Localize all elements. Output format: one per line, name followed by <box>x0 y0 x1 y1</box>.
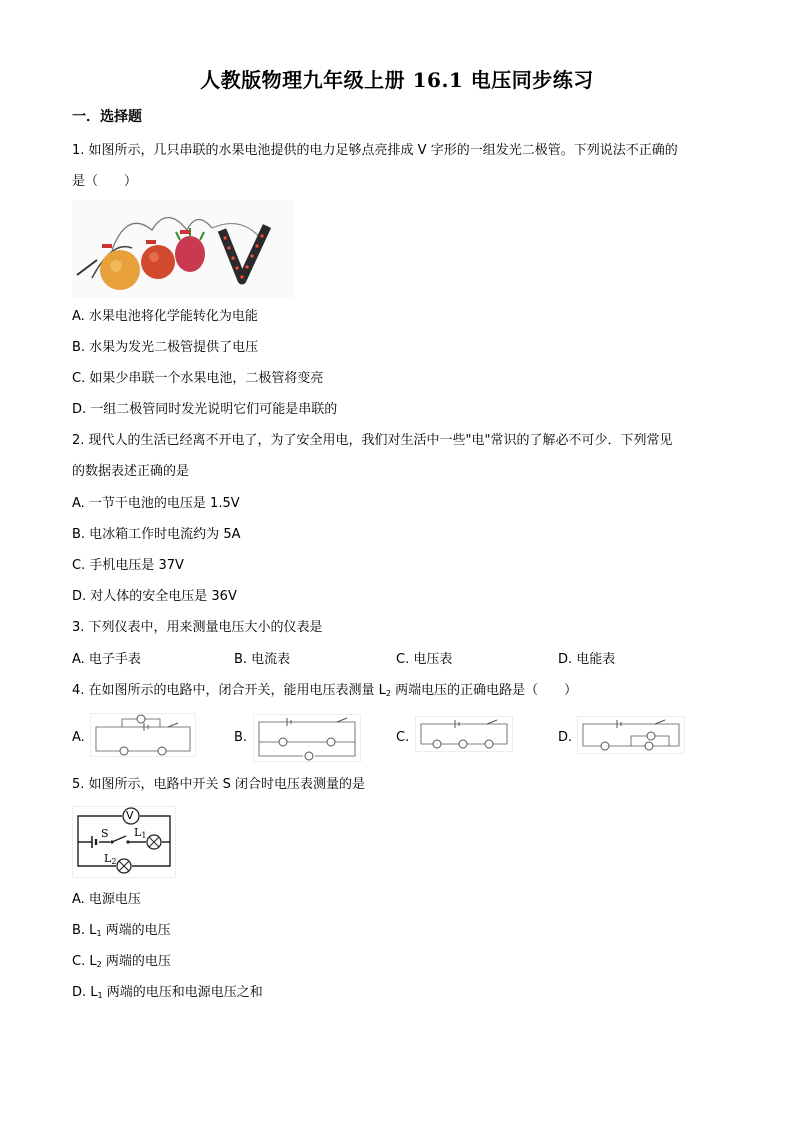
q5-option-c-pre: C. L <box>72 954 97 969</box>
q5-option-b-pre: B. L <box>72 923 97 938</box>
q4-option-b-label: B. <box>234 730 248 745</box>
q5-circuit <box>72 806 176 878</box>
q2-stem-line2: 的数据表述正确的是 <box>72 464 190 479</box>
q5-option-c-sub: 2 <box>96 960 102 969</box>
q2-option-a: A. 一节干电池的电压是 1.5V <box>72 496 240 511</box>
q5-switch-label: S <box>101 827 109 840</box>
q2-option-b: B. 电冰箱工作时电流约为 5A <box>72 527 241 542</box>
q4-option-a-label: A. <box>72 730 85 745</box>
q5-option-d <box>72 986 263 1000</box>
q5-option-d-pre: D. L <box>72 985 98 1000</box>
q4-stem-sub: 2 <box>385 689 392 698</box>
q5-lamp2-sub: 2 <box>111 857 117 866</box>
q5-option-b <box>72 924 171 938</box>
q3-option-c: C. 电压表 <box>396 652 453 667</box>
q5-meter-label: V <box>126 809 134 822</box>
q1-stem-line1: 1. 如图所示，几只串联的水果电池提供的电力足够点亮排成 V 字形的一组发光二极管。下列说法不正确的 <box>72 143 678 158</box>
q4-circuit-b <box>253 714 361 762</box>
q5-lamp2-letter: L <box>104 852 112 865</box>
q5-option-b-post: 两端的电压 <box>101 923 171 938</box>
q3-option-b: B. 电流表 <box>234 652 291 667</box>
q5-option-c-post: 两端的电压 <box>101 954 171 969</box>
q4-circuit-a <box>90 713 196 757</box>
q5-option-b-sub: 1 <box>96 929 102 938</box>
q4-option-d-label: D. <box>558 730 573 745</box>
q5-lamp1-sub: 1 <box>141 831 147 840</box>
q4-circuit-c <box>415 716 513 752</box>
q4-stem <box>72 684 577 698</box>
section-heading: 一．选择题 <box>72 109 142 125</box>
q4-option-c-label: C. <box>396 730 410 745</box>
q5-stem: 5. 如图所示，电路中开关 S 闭合时电压表测量的是 <box>72 777 366 792</box>
q3-option-d: D. 电能表 <box>558 652 616 667</box>
q5-option-c <box>72 955 171 969</box>
q1-option-d: D. 一组二极管同时发光说明它们可能是串联的 <box>72 402 338 417</box>
q5-lamp1-label <box>134 826 146 840</box>
page-title: 人教版物理九年级上册 16.1 电压同步练习 <box>200 68 594 92</box>
q5-lamp1-letter: L <box>134 826 142 839</box>
q3-option-a: A. 电子手表 <box>72 652 141 667</box>
q5-option-d-post: 两端的电压和电源电压之和 <box>102 985 263 1000</box>
q4-stem-pre: 4. 在如图所示的电路中，闭合开关，能用电压表测量 L <box>72 683 386 698</box>
q1-stem-line2: 是（ ） <box>72 174 138 189</box>
q1-option-a: A. 水果电池将化学能转化为电能 <box>72 309 258 324</box>
q3-stem: 3. 下列仪表中，用来测量电压大小的仪表是 <box>72 620 323 635</box>
q1-option-c: C. 如果少串联一个水果电池，二极管将变亮 <box>72 371 324 386</box>
q4-stem-post: 两端电压的正确电路是（ ） <box>391 683 578 698</box>
q2-option-c: C. 手机电压是 37V <box>72 558 184 573</box>
q1-option-b: B. 水果为发光二极管提供了电压 <box>72 340 259 355</box>
q5-lamp2-label <box>104 852 116 866</box>
q4-circuit-d <box>577 716 685 754</box>
q5-option-d-sub: 1 <box>97 991 103 1000</box>
q5-option-a: A. 电源电压 <box>72 892 141 907</box>
fruit-battery-photo <box>72 200 294 298</box>
q2-stem-line1: 2. 现代人的生活已经离不开电了，为了安全用电，我们对生活中一些"电"常识的了解必不可少．下列常见 <box>72 433 673 448</box>
q2-option-d: D. 对人体的安全电压是 36V <box>72 589 237 604</box>
